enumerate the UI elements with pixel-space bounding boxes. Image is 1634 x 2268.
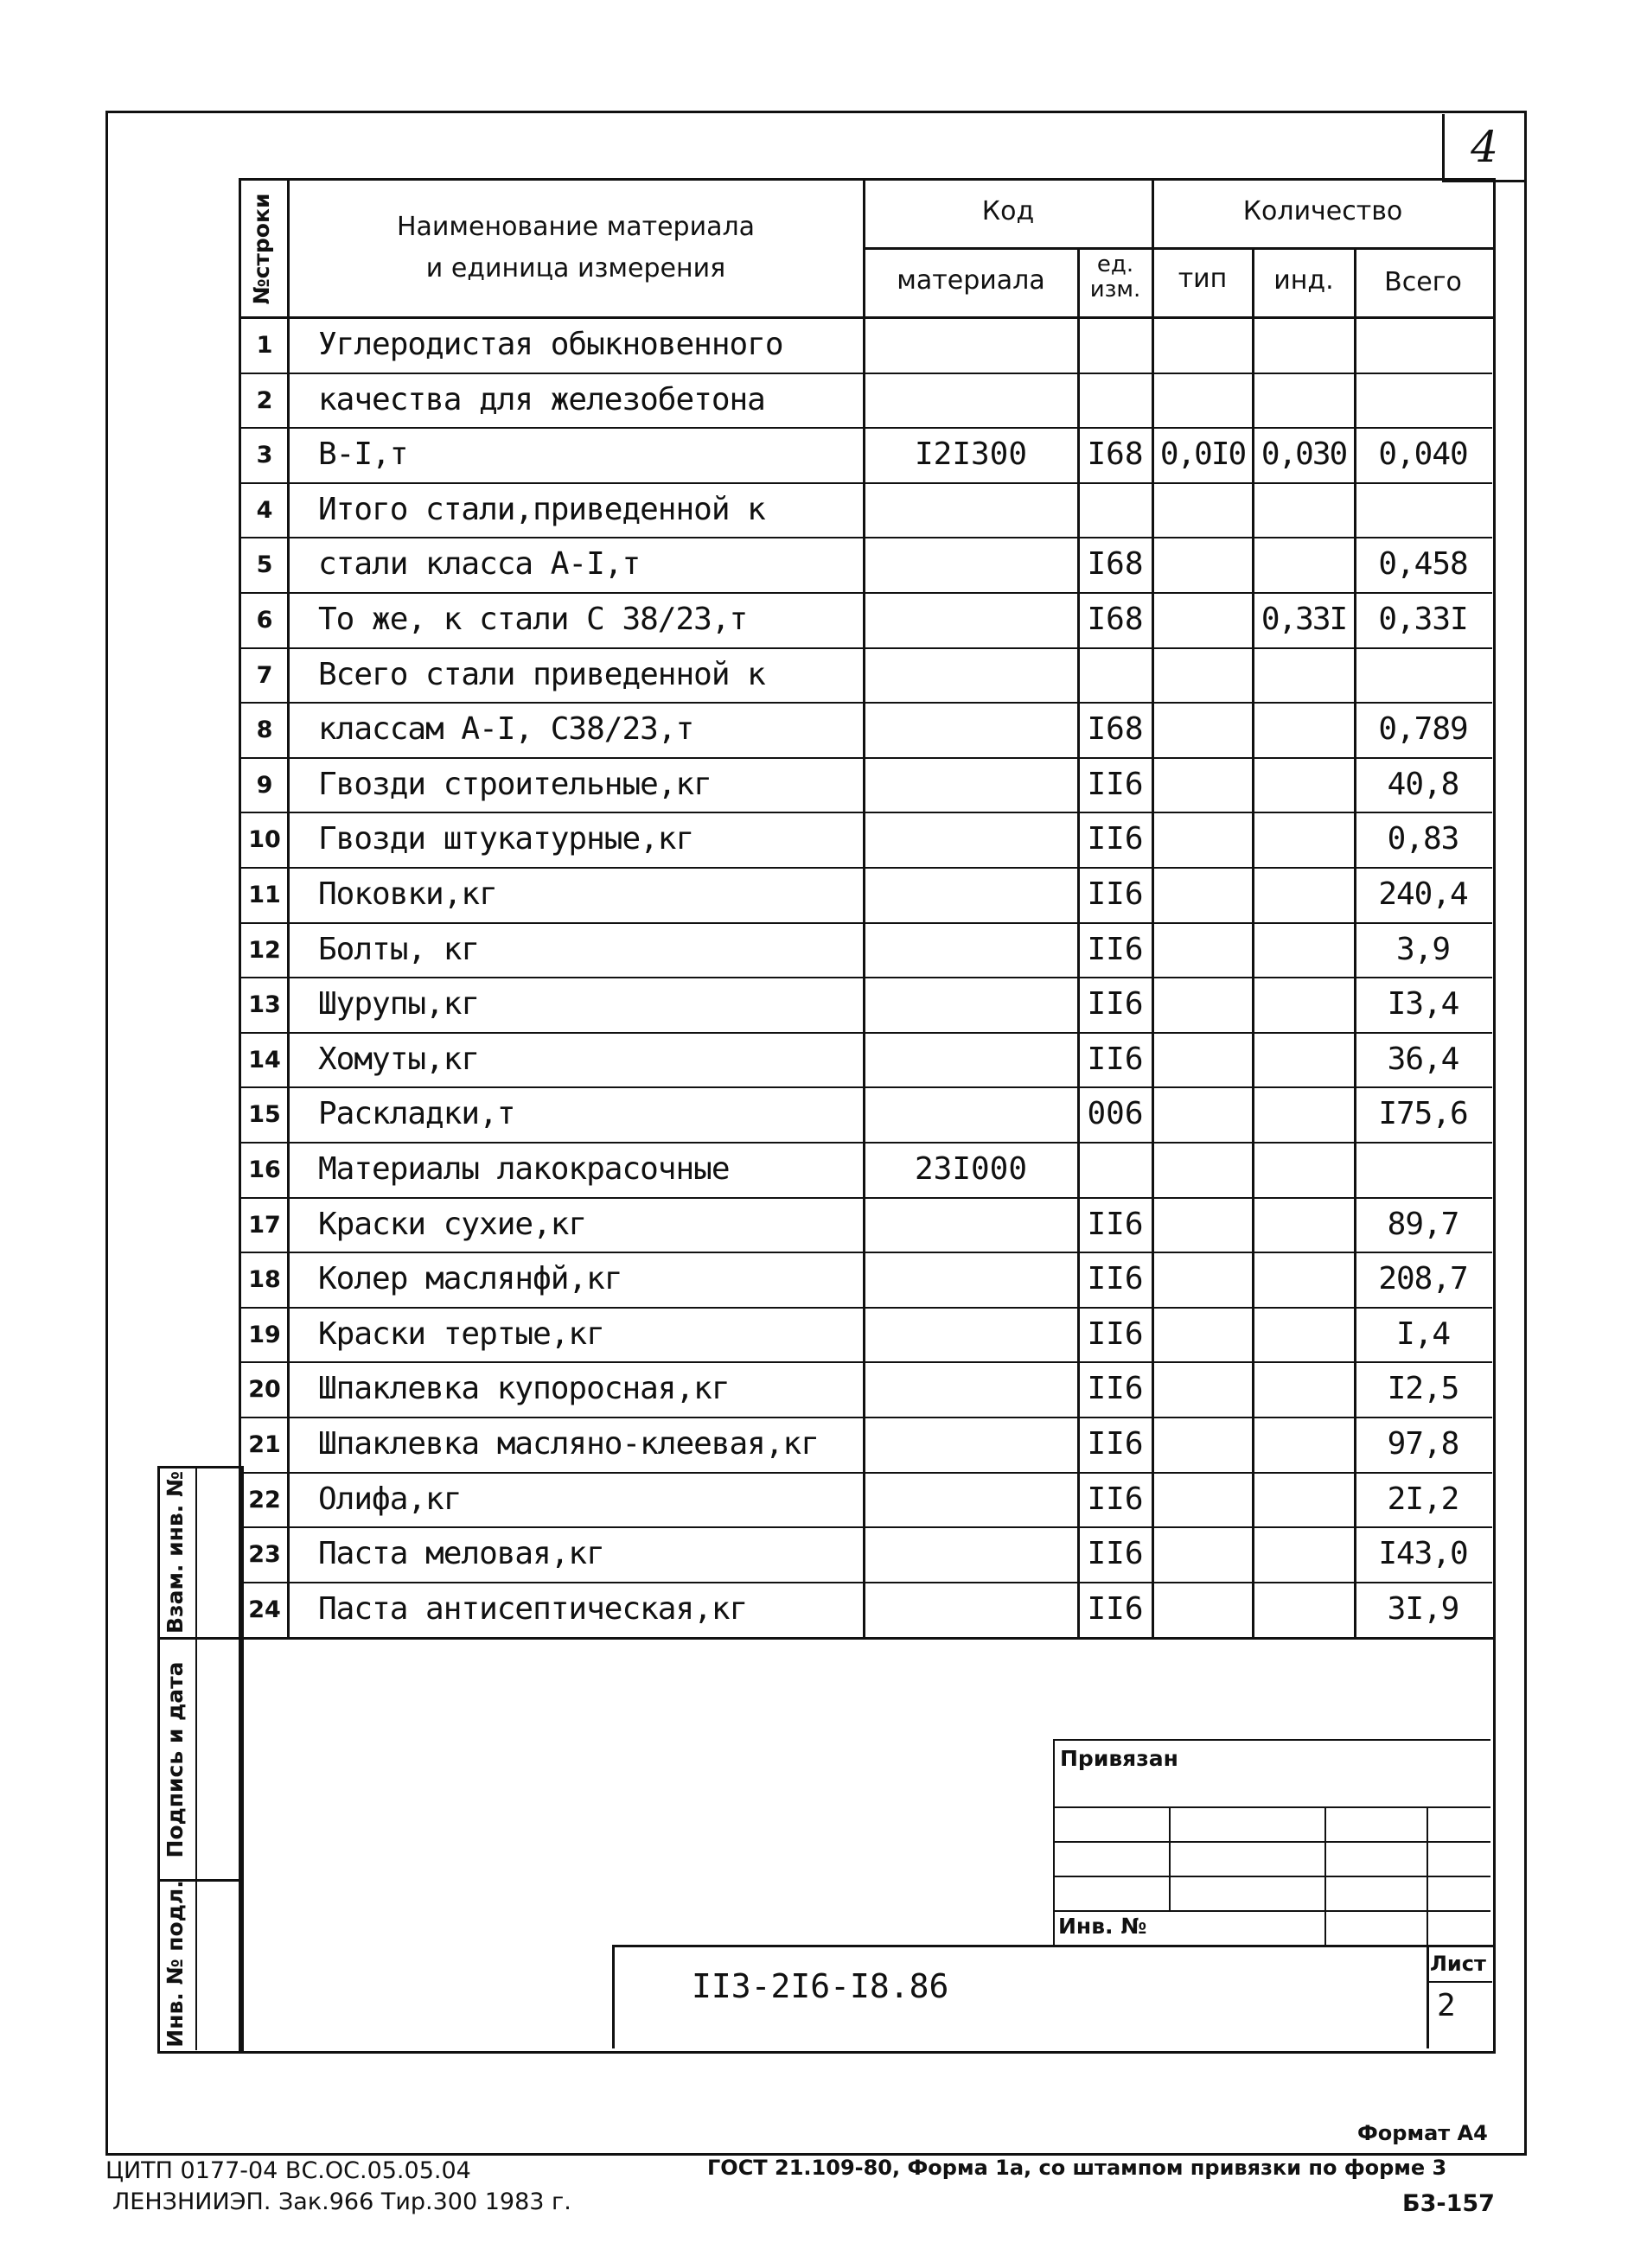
row-qty-ind: 0,33I — [1261, 602, 1347, 637]
header-divider — [863, 247, 1493, 250]
row-material-name: Поковки,кг — [318, 876, 497, 912]
side-stamp-divider — [195, 1468, 197, 2050]
row-material-name: Шпаклевка масляно-клеевая,кг — [318, 1426, 819, 1462]
row-material-name: Шурупы,кг — [318, 986, 480, 1023]
row-number: 10 — [248, 826, 281, 854]
stamp-line-1 — [1053, 1806, 1490, 1808]
row-divider — [239, 1526, 1492, 1528]
row-qty-total: I3,4 — [1387, 986, 1459, 1023]
row-number: 1 — [256, 332, 273, 359]
row-number: 22 — [248, 1486, 281, 1513]
row-divider — [239, 757, 1492, 759]
side-stamp-line-1 — [157, 1637, 239, 1640]
row-material-name: То же, к стали С 38/23,т — [318, 602, 748, 637]
document-code: II3-2I6-I8.86 — [692, 1967, 949, 2005]
col-line-rownum — [287, 178, 290, 1639]
row-unit-code: II6 — [1087, 876, 1144, 912]
row-divider — [239, 702, 1492, 704]
stamp-line-4 — [1053, 1910, 1490, 1912]
row-number: 21 — [248, 1431, 281, 1458]
row-qty-total: 97,8 — [1387, 1426, 1459, 1462]
row-number: 9 — [256, 771, 273, 799]
row-material-name: классам А-I, С38/23,т — [318, 711, 694, 748]
row-unit-code: II6 — [1087, 821, 1144, 857]
row-qty-total: I75,6 — [1378, 1096, 1468, 1132]
row-number: 20 — [248, 1376, 281, 1404]
row-qty-total: I2,5 — [1387, 1371, 1459, 1407]
row-unit-code: II6 — [1087, 1261, 1144, 1297]
row-unit-code: I68 — [1087, 711, 1144, 748]
header-quantity: Количество — [1242, 196, 1403, 226]
row-qty-total: 36,4 — [1387, 1041, 1459, 1077]
list-label: Лист — [1430, 1952, 1486, 1976]
row-divider — [239, 1086, 1492, 1088]
footer-org-line: ЦИТП 0177-04 ВС.ОС.05.05.04 — [105, 2157, 471, 2184]
row-qty-total: 89,7 — [1387, 1206, 1459, 1242]
row-divider — [239, 537, 1492, 538]
stamp-line-3 — [1053, 1876, 1490, 1877]
header-name-line1: Наименование материала — [396, 212, 756, 242]
header-qty-total: Всего — [1384, 267, 1462, 297]
row-qty-ind: 0,030 — [1261, 436, 1347, 473]
row-material-name: Гвозди строительные,кг — [318, 766, 712, 802]
row-divider — [239, 373, 1492, 374]
row-material-name: Итого стали,приведенной к — [318, 491, 765, 527]
row-divider — [239, 1361, 1492, 1363]
header-code: Код — [981, 196, 1035, 226]
row-number: 12 — [248, 936, 281, 964]
title-block-left — [612, 1945, 615, 2048]
row-material-name: Олифа,кг — [318, 1481, 462, 1517]
row-number: 8 — [256, 717, 273, 744]
row-qty-total: 0,33I — [1378, 602, 1468, 637]
table-bottom-line — [239, 1637, 1493, 1640]
row-number: 17 — [248, 1211, 281, 1239]
row-number: 7 — [256, 661, 273, 689]
row-unit-code: II6 — [1087, 1481, 1144, 1517]
row-unit-code: 006 — [1087, 1096, 1144, 1132]
row-qty-type: 0,0I0 — [1159, 436, 1246, 473]
row-divider — [239, 922, 1492, 924]
row-qty-total: 40,8 — [1387, 766, 1459, 802]
col-line-unit — [1152, 178, 1154, 1639]
row-unit-code: II6 — [1087, 1590, 1144, 1627]
row-qty-total: I43,0 — [1378, 1536, 1468, 1572]
row-divider — [239, 1307, 1492, 1309]
sheet-corner-number: 4 — [1442, 114, 1524, 182]
row-unit-code: II6 — [1087, 1041, 1144, 1077]
title-block-top — [612, 1945, 1493, 1947]
row-number: 5 — [256, 551, 273, 579]
row-qty-total: 0,458 — [1378, 546, 1468, 583]
row-number: 19 — [248, 1321, 281, 1348]
row-unit-code: II6 — [1087, 1206, 1144, 1242]
footer-album-code: Б3-157 — [1402, 2190, 1495, 2217]
header-code-unit: ед. изм. — [1089, 252, 1141, 303]
row-material-code: I2I300 — [914, 436, 1028, 473]
row-divider — [239, 427, 1492, 429]
row-material-code: 23I000 — [914, 1151, 1028, 1187]
row-material-name: Хомуты,кг — [318, 1041, 480, 1077]
row-material-name: Гвозди штукатурные,кг — [318, 821, 694, 857]
list-value: 2 — [1437, 1988, 1456, 2023]
row-number: 4 — [256, 496, 273, 524]
stamp-privyazan: Привязан — [1060, 1746, 1178, 1771]
row-divider — [239, 592, 1492, 594]
row-material-name: Краски тертые,кг — [318, 1316, 604, 1352]
row-qty-total: 208,7 — [1378, 1261, 1468, 1297]
row-number: 14 — [248, 1046, 281, 1073]
header-qty-ind: инд. — [1273, 265, 1334, 296]
row-divider — [239, 1197, 1492, 1199]
row-material-name: Краски сухие,кг — [318, 1206, 587, 1242]
row-material-name: Шпаклевка купоросная,кг — [318, 1371, 730, 1407]
stamp-col-1 — [1169, 1806, 1171, 1910]
list-cell-divider — [1428, 1981, 1492, 1983]
row-qty-total: 0,789 — [1378, 711, 1468, 748]
row-material-name: качества для железобетона — [318, 381, 765, 417]
row-unit-code: II6 — [1087, 1371, 1144, 1407]
side-label-inv-podl: Инв. № подл. — [163, 1880, 188, 2048]
stamp-line-2 — [1053, 1841, 1490, 1843]
row-number: 18 — [248, 1266, 281, 1294]
row-qty-total: 3I,9 — [1387, 1590, 1459, 1627]
stamp-inv-no: Инв. № — [1058, 1914, 1147, 1939]
row-material-name: Паста меловая,кг — [318, 1536, 604, 1572]
row-divider — [239, 1142, 1492, 1144]
row-material-name: Углеродистая обыкновенного — [318, 327, 783, 362]
col-line-name — [863, 178, 865, 1639]
row-qty-total: 0,83 — [1387, 821, 1459, 857]
row-qty-total: I,4 — [1395, 1316, 1451, 1352]
row-material-name: стали класса А-I,т — [318, 546, 641, 583]
side-label-vzam: Взам. инв. № — [163, 1471, 188, 1634]
row-material-name: Паста антисептическая,кг — [318, 1590, 748, 1627]
stamp-top-line — [1053, 1739, 1490, 1741]
row-unit-code: II6 — [1087, 1426, 1144, 1462]
header-bottom-line — [239, 316, 1493, 319]
row-unit-code: II6 — [1087, 931, 1144, 967]
row-unit-code: II6 — [1087, 766, 1144, 802]
row-number: 13 — [248, 991, 281, 1019]
row-unit-code: II6 — [1087, 1536, 1144, 1572]
row-number: 15 — [248, 1101, 281, 1129]
side-label-podpis: Подпись и дата — [163, 1661, 188, 1858]
row-material-name: Колер маслянфй,кг — [318, 1261, 622, 1297]
footer-print-line: ЛЕНЗНИИЭП. Зак.966 Тир.300 1983 г. — [112, 2188, 571, 2215]
row-divider — [239, 1472, 1492, 1474]
row-number: 24 — [248, 1596, 281, 1623]
row-divider — [239, 482, 1492, 484]
row-material-name: Раскладки,т — [318, 1096, 515, 1132]
row-number: 6 — [256, 607, 273, 634]
row-qty-total: 3,9 — [1395, 931, 1451, 967]
row-unit-code: I68 — [1087, 546, 1144, 583]
row-qty-total: 240,4 — [1378, 876, 1468, 912]
footer-gost-line: ГОСТ 21.109-80, Форма 1а, со штампом привязки по форме 3 — [707, 2156, 1447, 2180]
stamp-col-2 — [1324, 1806, 1326, 1946]
row-unit-code: II6 — [1087, 1316, 1144, 1352]
row-unit-code: I68 — [1087, 602, 1144, 637]
row-qty-total: 0,040 — [1378, 436, 1468, 473]
row-number: 23 — [248, 1541, 281, 1569]
stamp-left-line — [1053, 1739, 1055, 1946]
header-name-line2: и единица измерения — [425, 253, 726, 284]
row-material-name: Материалы лакокрасочные — [318, 1151, 730, 1187]
row-divider — [239, 867, 1492, 869]
format-label: Формат А4 — [1357, 2121, 1488, 2145]
row-material-name: Болты, кг — [318, 931, 480, 967]
header-row-number: №строки — [249, 193, 274, 305]
row-divider — [239, 977, 1492, 978]
row-material-name: Всего стали приведенной к — [318, 656, 765, 692]
row-divider — [239, 1032, 1492, 1034]
row-divider — [239, 1582, 1492, 1583]
row-divider — [239, 647, 1492, 649]
row-divider — [239, 1417, 1492, 1418]
row-number: 16 — [248, 1156, 281, 1183]
header-qty-type: тип — [1178, 264, 1228, 294]
row-divider — [239, 812, 1492, 813]
row-qty-total: 2I,2 — [1387, 1481, 1459, 1517]
row-material-name: В-I,т — [318, 436, 408, 473]
row-number: 3 — [256, 442, 273, 469]
row-unit-code: I68 — [1087, 436, 1144, 473]
row-number: 2 — [256, 386, 273, 414]
title-block-list-divider — [1427, 1945, 1429, 2048]
header-code-material: материала — [897, 265, 1045, 296]
stamp-col-3 — [1427, 1806, 1428, 1946]
row-divider — [239, 1252, 1492, 1253]
row-unit-code: II6 — [1087, 986, 1144, 1023]
row-number: 11 — [248, 882, 281, 908]
